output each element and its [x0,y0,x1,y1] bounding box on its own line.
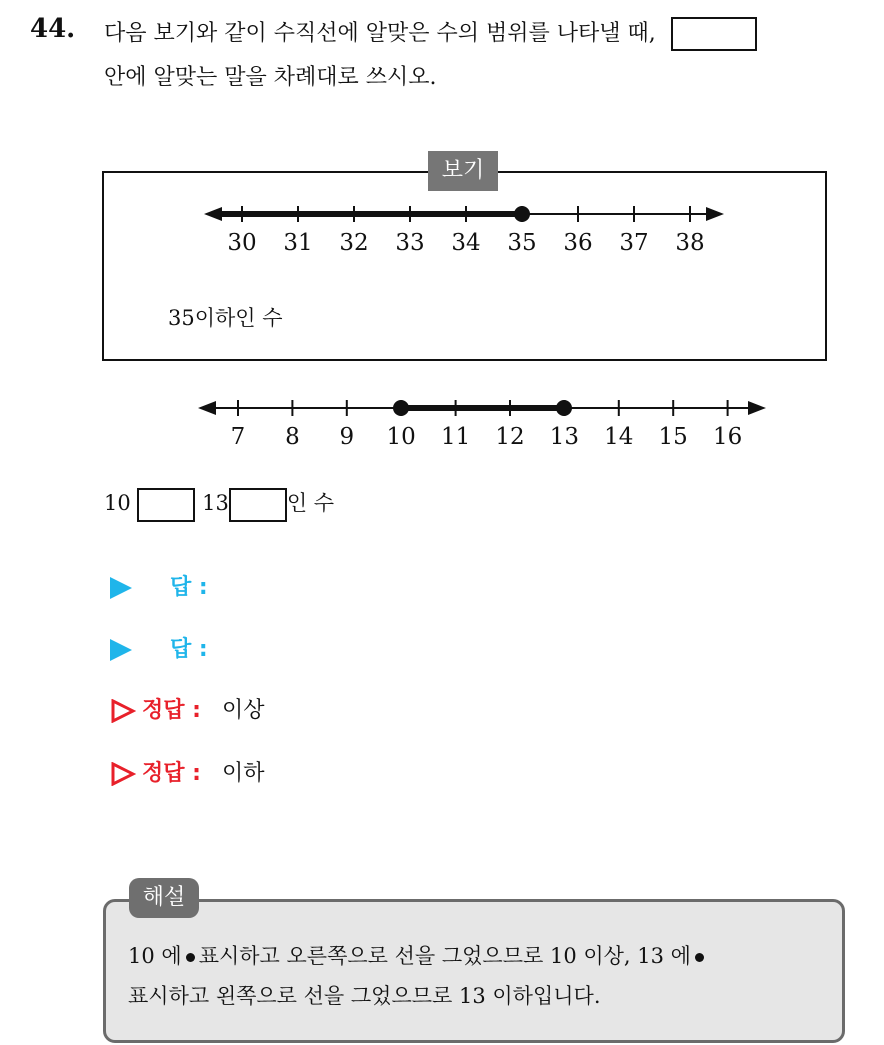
filled-dot-icon [695,953,704,962]
answer-label-2: 답 : [170,637,208,662]
problem-fill-line [104,487,334,522]
filled-dot-icon [186,953,195,962]
problem-start-dot [393,400,409,416]
problem-tick-label: 13 [549,424,580,450]
example-tick-label: 31 [283,230,313,256]
fill-prefix: 10 [104,491,131,515]
outline-play-icon [110,699,136,723]
example-tick-label: 34 [451,230,481,256]
solution-text-1a: 10 에 [128,944,182,968]
play-icon [110,639,132,661]
solution-line-1 [128,940,708,970]
problem-right-arrow [748,401,766,415]
solution-label: 해설 [129,878,199,918]
example-tick-label: 32 [339,230,369,256]
problem-end-dot [556,400,572,416]
example-caption: 35이하인 수 [168,306,283,330]
problem-tick-label: 11 [440,424,471,450]
example-tick-label: 30 [227,230,257,256]
play-icon [110,577,132,599]
answer-label-1: 답 : [170,575,208,600]
problem-tick-label: 14 [604,424,634,450]
question-number: 44. [30,14,76,44]
problem-tick-label: 15 [658,424,688,450]
question-text-1: 다음 보기와 같이 수직선에 알맞은 수의 범위를 나타낼 때, [104,21,656,46]
example-right-arrow [706,207,724,221]
example-tick-label: 33 [395,230,425,256]
fill-suffix: 인 수 [286,491,335,515]
answer-row-2 [110,632,208,663]
correct-value-1: 이상 [221,698,265,723]
example-tick-label: 37 [619,230,649,256]
correct-row-1 [110,693,264,724]
problem-tick-label: 7 [230,424,246,450]
fill-blank-2[interactable] [229,488,287,522]
correct-row-2 [110,756,264,787]
problem-tick-label: 10 [386,424,416,450]
example-endpoint-dot [514,206,530,222]
example-tick-label: 35 [507,230,537,256]
problem-tick-label: 12 [495,424,525,450]
correct-label-1: 정답 : [142,698,201,723]
outline-play-icon [110,762,136,786]
example-label: 보기 [428,151,498,191]
example-tick-label: 38 [675,230,705,256]
answer-row-1 [110,570,208,601]
correct-value-2: 이하 [221,761,265,786]
fill-blank-1[interactable] [137,488,195,522]
problem-number-line [198,400,766,450]
solution-text-1b: 표시하고 오른쪽으로 선을 그었으므로 10 이상, 13 에 [198,944,691,968]
number-lines [0,0,884,470]
problem-tick-label: 16 [712,424,743,450]
example-number-line [204,206,724,256]
example-tick-label: 36 [563,230,593,256]
solution-line-2: 표시하고 왼쪽으로 선을 그었으므로 13 이하입니다. [128,984,601,1008]
problem-left-arrow [198,401,216,415]
fill-middle: 13 [202,491,229,515]
correct-label-2: 정답 : [142,761,201,786]
problem-tick-label: 9 [339,424,355,450]
solution-box [103,899,845,1043]
question-line-2: 안에 알맞는 말을 차례대로 쓰시오. [104,65,437,90]
problem-tick-label: 8 [285,424,300,450]
